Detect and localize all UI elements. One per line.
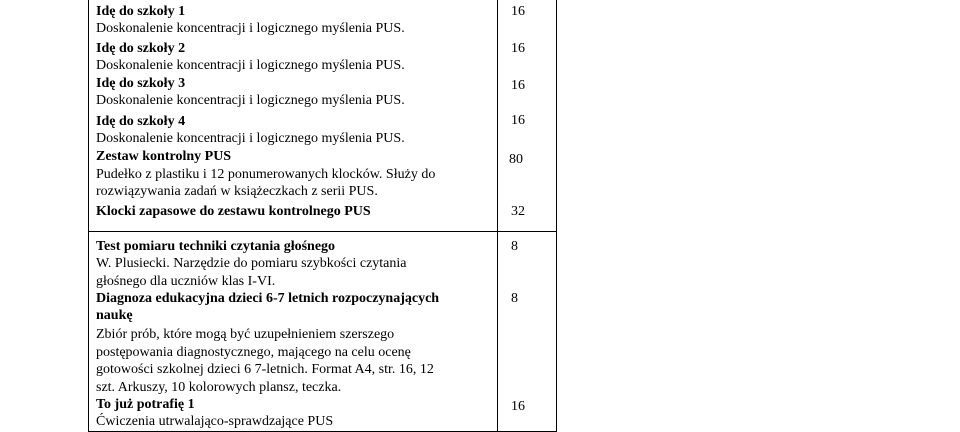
product-price: 8: [511, 291, 518, 306]
product-description: W. Plusiecki. Narzędzie do pomiaru szybkości czytania: [96, 256, 407, 271]
product-title: Idę do szkoły 2: [96, 41, 186, 56]
product-description: Doskonalenie koncentracji i logicznego myślenia PUS.: [96, 58, 405, 73]
product-description: Pudełko z plastiku i 12 ponumerowanych klocków. Służy do: [96, 167, 436, 182]
product-title-continued: naukę: [96, 308, 133, 323]
product-title: Zestaw kontrolny PUS: [96, 149, 232, 164]
product-description: Ćwiczenia utrwalająco-sprawdzające PUS: [96, 414, 334, 429]
product-title: Test pomiaru techniki czytania głośnego: [96, 239, 336, 254]
product-price: 8: [511, 239, 518, 254]
product-price: 16: [511, 41, 525, 56]
product-title: Idę do szkoły 1: [96, 4, 186, 19]
product-description: szt. Arkuszy, 10 kolorowych plansz, teczka.: [96, 380, 342, 395]
product-title: Idę do szkoły 4: [96, 114, 186, 129]
product-price: 16: [511, 4, 525, 19]
column-divider-left: [88, 0, 89, 432]
product-title: To już potrafię 1: [96, 397, 195, 412]
product-description: gotowości szkolnej dzieci 6 7-letnich. Format A4, str. 16, 12: [96, 362, 434, 377]
product-price: 16: [511, 78, 525, 93]
row-divider: [88, 231, 557, 232]
product-price: 32: [511, 204, 525, 219]
product-description: Doskonalenie koncentracji i logicznego myślenia PUS.: [96, 131, 405, 146]
product-description: postępowania diagnostycznego, mającego na celu ocenę: [96, 345, 411, 360]
product-description: rozwiązywania zadań w książeczkach z serii PUS.: [96, 184, 378, 199]
product-description: Doskonalenie koncentracji i logicznego myślenia PUS.: [96, 93, 405, 108]
column-divider-right: [556, 0, 557, 432]
product-description: Zbiór prób, które mogą być uzupełnieniem szerszego: [96, 327, 395, 342]
product-price: 80: [509, 152, 523, 167]
product-description: Doskonalenie koncentracji i logicznego myślenia PUS.: [96, 21, 405, 36]
column-divider-middle: [497, 0, 498, 432]
product-description: głośnego dla uczniów klas I-VI.: [96, 274, 276, 289]
product-price: 16: [511, 399, 525, 414]
product-title: Idę do szkoły 3: [96, 76, 186, 91]
product-title: Klocki zapasowe do zestawu kontrolnego PUS: [96, 204, 371, 219]
product-price: 16: [511, 113, 525, 128]
product-title: Diagnoza edukacyjna dzieci 6-7 letnich rozpoczynających: [96, 291, 440, 306]
